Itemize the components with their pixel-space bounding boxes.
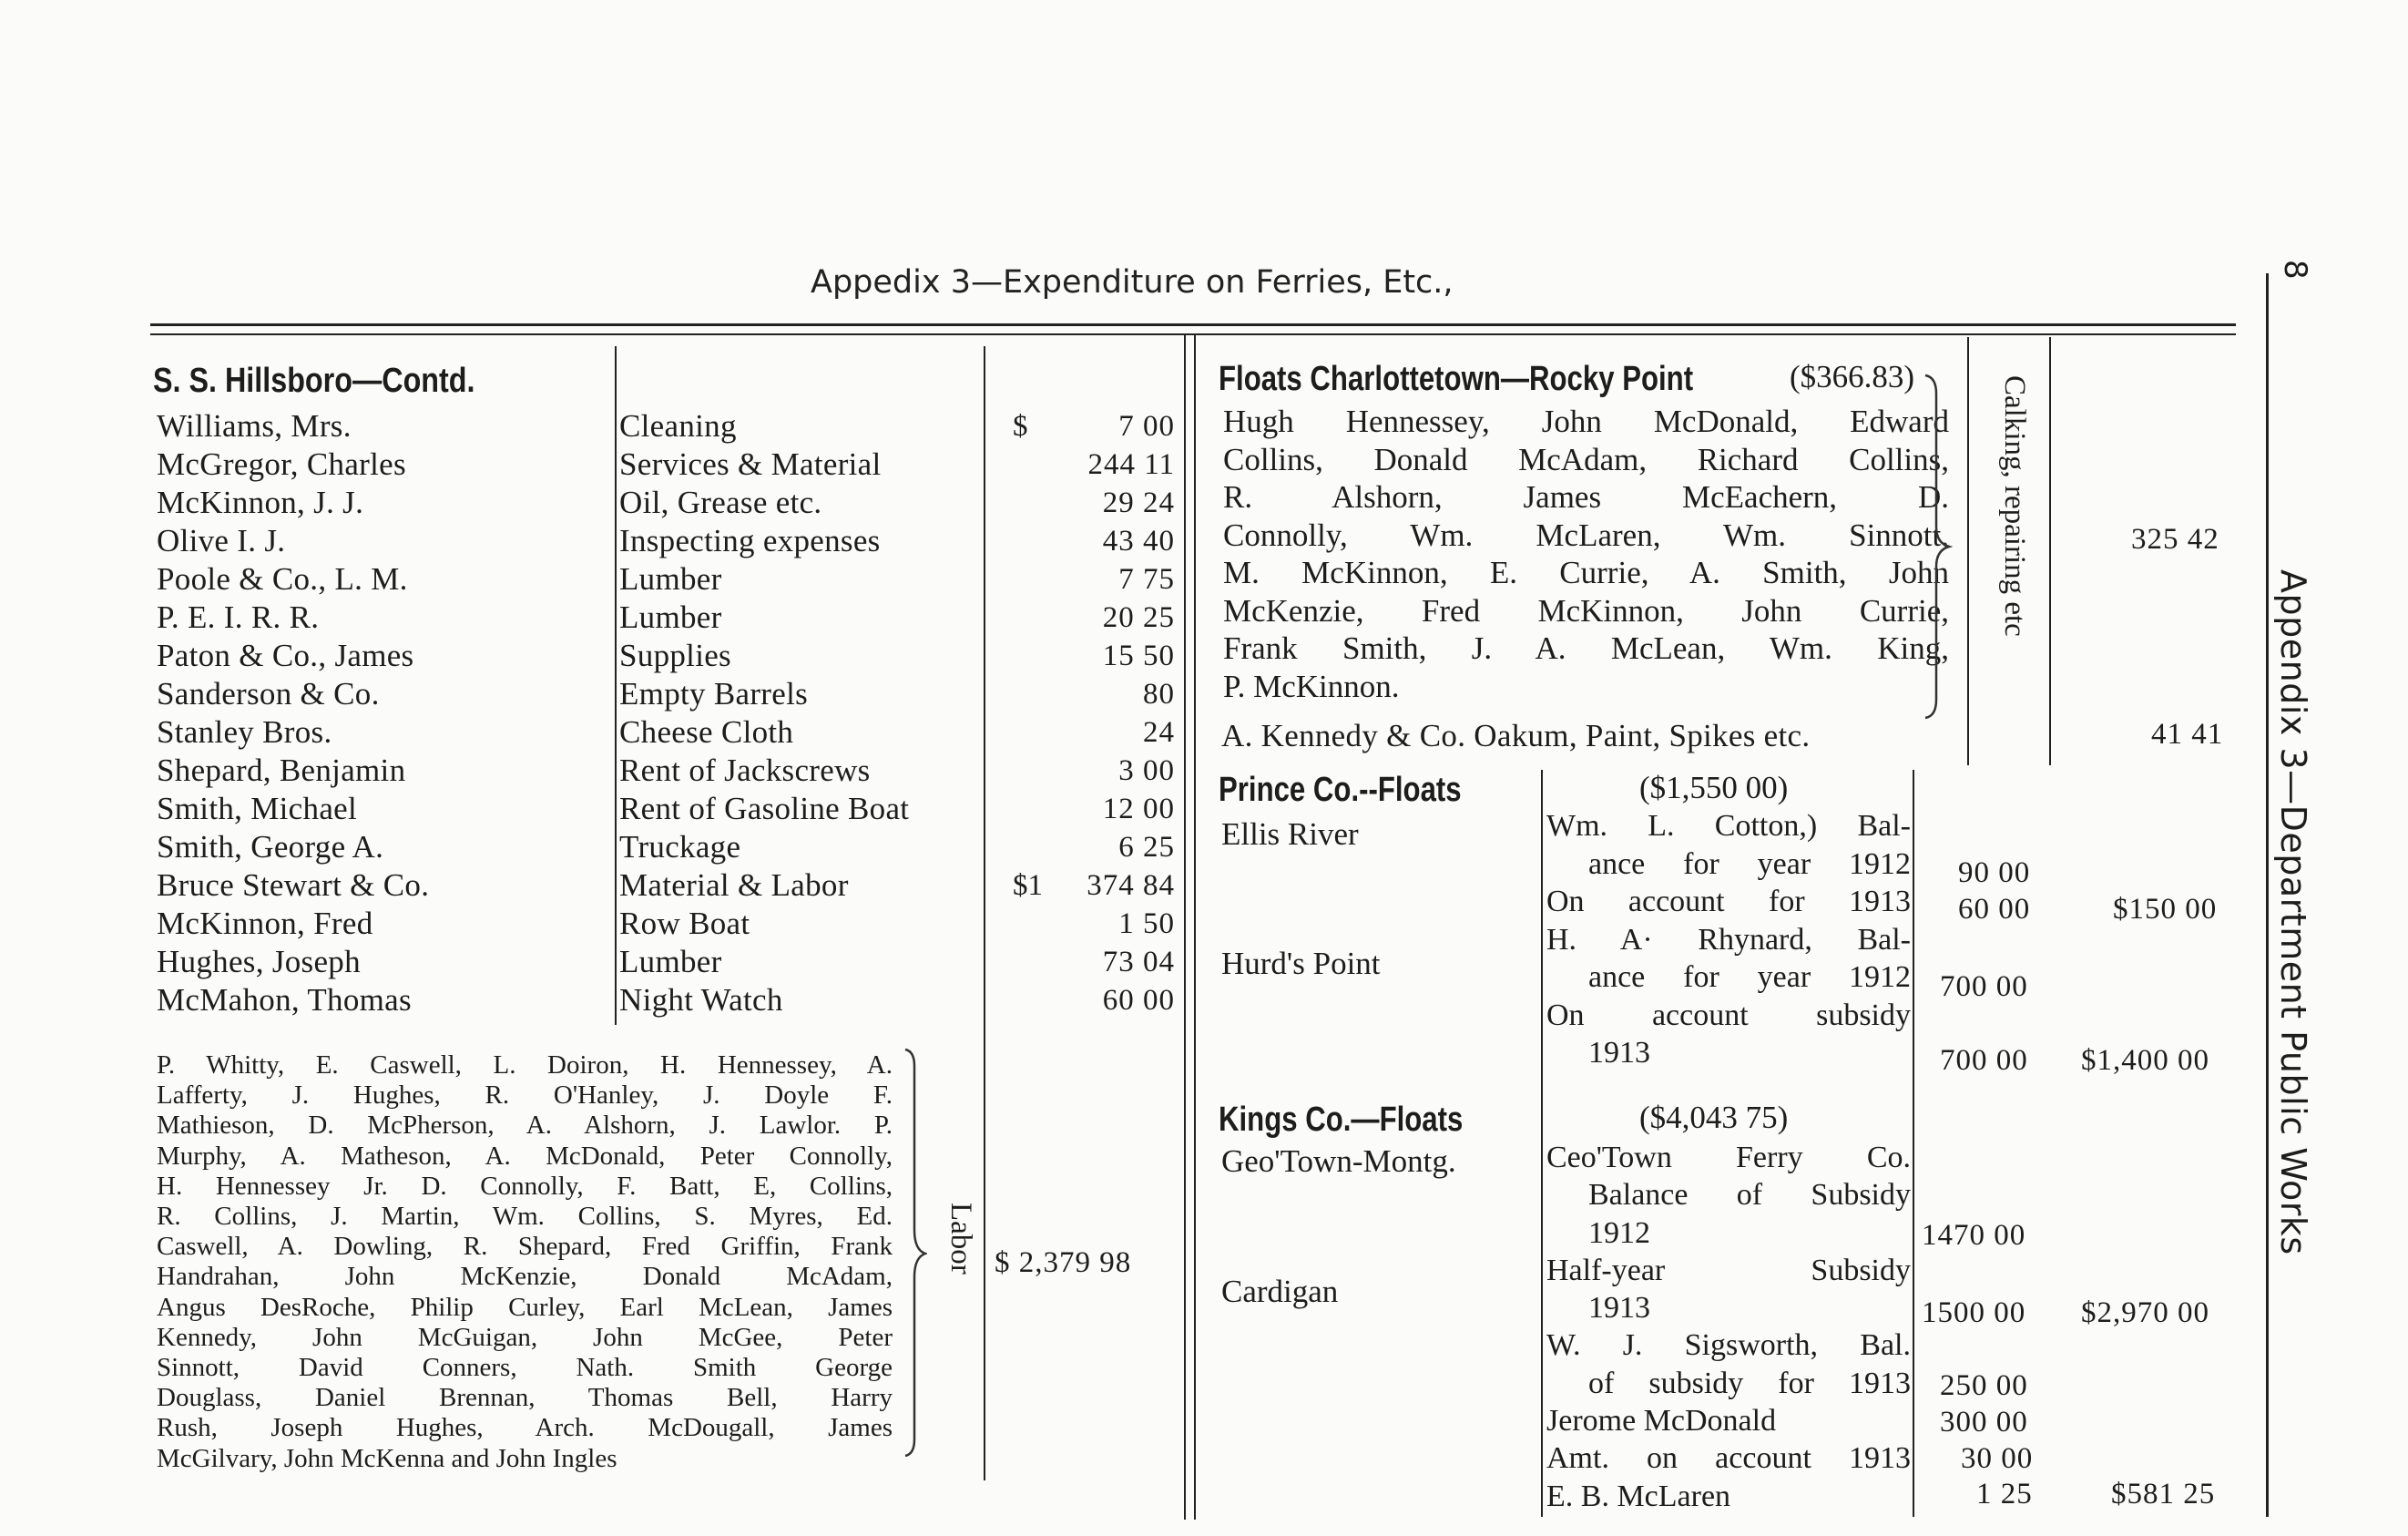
- floats-charlottetown-names: [1223, 403, 1949, 705]
- labor-names-paragraph: [157, 1050, 893, 1474]
- labor-line: Handrahan, John McKenzie, Donald McAdam,: [157, 1262, 893, 1292]
- hillsboro-descriptions: [619, 407, 909, 1019]
- table-row-desc: Rent of Gasoline Boat: [619, 791, 910, 826]
- page-number: 8: [2277, 260, 2313, 280]
- prince-total-1: $150 00: [2113, 893, 2218, 926]
- table-row-name: Hughes, Joseph: [157, 944, 361, 979]
- kennedy-line: A. Kennedy & Co. Oakum, Paint, Spikes etc.: [1221, 718, 1811, 753]
- labor-line: Lafferty, J. Hughes, R. O'Hanley, J. Doyle F.: [157, 1080, 893, 1111]
- kings-total-2: $581 25: [2111, 1478, 2216, 1510]
- floats-name-line: R. Alshorn, James McEachern, D.: [1223, 479, 1949, 515]
- kings-floats-amount: ($4,043 75): [1639, 1100, 1789, 1135]
- section-title-kings-floats: Kings Co.—Floats: [1219, 1101, 1464, 1139]
- prince-amount-2: 60 00: [1958, 893, 2031, 926]
- labor-line: Angus DesRoche, Philip Curley, Earl McLean, James: [157, 1292, 893, 1322]
- kings-line: 1913: [1588, 1291, 1650, 1326]
- left-col-divider-2: [984, 346, 985, 1480]
- table-row-name: Olive I. J.: [157, 523, 286, 558]
- header-rule-bottom: [150, 333, 2236, 335]
- labor-brace-icon: [900, 1048, 927, 1458]
- floats-name-line: Frank Smith, J. A. McLean, Wm. King,: [1223, 630, 1949, 666]
- labor-total: $ 2,379 98: [995, 1246, 1132, 1279]
- calking-col-left: [1967, 337, 1969, 765]
- kings-amount-3: 250 00: [1940, 1369, 2028, 1402]
- kings-amount-6: 1 25: [1976, 1478, 2033, 1510]
- dollar-sign: $1: [1013, 869, 1043, 902]
- kings-amount-2: 1500 00: [1922, 1296, 2026, 1329]
- table-row-amount: 7 75: [1118, 563, 1175, 596]
- kings-line: Jerome McDonald: [1546, 1404, 1777, 1439]
- labor-line: Mathieson, D. McPherson, A. Alshorn, J. Lawlor. P.: [157, 1111, 893, 1141]
- kings-line: of subsidy for 1913: [1588, 1366, 1911, 1400]
- calking-col-right: [2049, 337, 2051, 765]
- table-row-name: Shepard, Benjamin: [157, 753, 406, 788]
- table-row-desc: Empty Barrels: [619, 676, 809, 712]
- table-row-amount: 3 00: [1118, 754, 1175, 787]
- table-row-desc: Rent of Jackscrews: [619, 753, 871, 788]
- floats-name-line: P. McKinnon.: [1223, 668, 1400, 704]
- kings-line: Half-year Subsidy: [1546, 1253, 1911, 1287]
- labor-line: H. Hennessey Jr. D. Connolly, F. Batt, E, Collins,: [157, 1171, 893, 1201]
- page-frame-line: [2266, 273, 2269, 1517]
- calking-brace-icon: [1920, 374, 1953, 720]
- floats-charlottetown-amount: ($366.83): [1790, 359, 1915, 394]
- floats-charlottetown-total: 325 42: [2131, 523, 2219, 556]
- table-row-amount: 80: [1143, 678, 1175, 711]
- hurds-point-label: Hurd's Point: [1221, 946, 1381, 981]
- table-row-name: McKinnon, J. J.: [157, 485, 364, 520]
- prince-floats-lines: [1546, 807, 1911, 1072]
- table-row-amount: 73 04: [1102, 946, 1175, 978]
- kennedy-total: 41 41: [2151, 718, 2224, 751]
- prince-line: 1913: [1588, 1036, 1650, 1070]
- hillsboro-names: [157, 407, 429, 1019]
- table-row-amount: 24: [1143, 716, 1175, 749]
- labor-label: Labor: [944, 1203, 977, 1275]
- left-col-divider-1: [615, 346, 617, 1025]
- right-amount-divider: [1913, 770, 1914, 1517]
- table-row-desc: Lumber: [619, 599, 722, 635]
- table-row-amount: 7 00: [1118, 410, 1175, 443]
- table-row-desc: Material & Labor: [619, 867, 849, 903]
- kings-total-1: $2,970 00: [2081, 1296, 2209, 1329]
- labor-line: Douglass, Daniel Brennan, Thomas Bell, Harry: [157, 1383, 893, 1413]
- header-rule-top: [150, 323, 2236, 326]
- kings-floats-lines: [1546, 1139, 1911, 1515]
- ellis-river-label: Ellis River: [1221, 816, 1359, 852]
- table-row-name: Paton & Co., James: [157, 638, 414, 673]
- floats-name-line: Hugh Hennessey, John McDonald, Edward: [1223, 404, 1949, 439]
- table-row-amount: 15 50: [1102, 640, 1175, 672]
- dollar-sign: $: [1013, 410, 1028, 443]
- section-title-prince-floats: Prince Co.--Floats: [1219, 771, 1462, 809]
- prince-line: Wm. L. Cotton,) Bal-: [1546, 809, 1911, 843]
- cardigan-label: Cardigan: [1221, 1274, 1339, 1309]
- table-row-amount: 43 40: [1102, 525, 1175, 558]
- kings-amount-5: 30 00: [1961, 1442, 2034, 1475]
- floats-name-line: Collins, Donald McAdam, Richard Collins,: [1223, 441, 1949, 477]
- kings-line: 1912: [1588, 1215, 1650, 1250]
- page-header-title: Appedix 3—Expenditure on Ferries, Etc.,: [811, 264, 1454, 301]
- side-title: Appendix 3—Department Public Works: [2273, 569, 2313, 1255]
- section-title-floats-charlottetown: Floats Charlottetown—Rocky Point: [1219, 360, 1694, 398]
- table-row-name: Sanderson & Co.: [157, 676, 380, 712]
- table-row-desc: Truckage: [619, 829, 741, 865]
- geotown-label: Geo'Town-Montg.: [1221, 1143, 1456, 1179]
- prince-floats-amount: ($1,550 00): [1639, 770, 1789, 805]
- prince-amount-3: 700 00: [1940, 970, 2028, 1003]
- labor-line: McGilvary, John McKenna and John Ingles: [157, 1443, 617, 1473]
- table-row-amount: 6 25: [1118, 831, 1175, 864]
- table-row-desc: Row Boat: [619, 906, 750, 941]
- table-row-name: Bruce Stewart & Co.: [157, 867, 430, 903]
- table-row-desc: Night Watch: [619, 982, 783, 1018]
- floats-name-line: McKenzie, Fred McKinnon, John Currie,: [1223, 592, 1949, 629]
- table-row-name: McKinnon, Fred: [157, 906, 373, 941]
- kings-line: W. J. Sigsworth, Bal.: [1546, 1328, 1911, 1363]
- hillsboro-amounts: [1025, 407, 1175, 1019]
- prince-total-2: $1,400 00: [2081, 1044, 2209, 1077]
- prince-amount-1: 90 00: [1958, 856, 2031, 889]
- kings-amount-1: 1470 00: [1922, 1219, 2026, 1252]
- table-row-name: McMahon, Thomas: [157, 982, 412, 1018]
- labor-line: Murphy, A. Matheson, A. McDonald, Peter Connolly,: [157, 1141, 893, 1171]
- prince-line: ance for year 1912: [1588, 960, 1911, 994]
- table-row-amount: 1 50: [1118, 907, 1175, 940]
- table-row-amount: 29 24: [1102, 486, 1175, 519]
- labor-line: Kennedy, John McGuigan, John McGee, Peter: [157, 1322, 893, 1352]
- right-place-divider: [1541, 770, 1543, 1517]
- floats-name-line: M. McKinnon, E. Currie, A. Smith, John: [1223, 555, 1949, 590]
- table-row-desc: Cheese Cloth: [619, 714, 794, 750]
- kings-line: Ceo'Town Ferry Co.: [1546, 1141, 1911, 1174]
- table-row-name: McGregor, Charles: [157, 446, 406, 482]
- table-row-desc: Lumber: [619, 944, 722, 979]
- table-row-name: Stanley Bros.: [157, 714, 332, 750]
- table-row-desc: Lumber: [619, 561, 722, 597]
- kings-line: Balance of Subsidy: [1588, 1178, 1911, 1213]
- prince-line: On account for 1913: [1546, 885, 1911, 918]
- prince-line: H. A· Rhynard, Bal-: [1546, 922, 1911, 957]
- table-row-desc: Oil, Grease etc.: [619, 485, 822, 520]
- labor-line: P. Whitty, E. Caswell, L. Doiron, H. Hennessey, A.: [157, 1050, 893, 1080]
- prince-line: ance for year 1912: [1588, 846, 1911, 881]
- calking-label: Calking, repairing etc: [1998, 375, 2031, 637]
- center-divider-b: [1194, 335, 1196, 1520]
- table-row-desc: Services & Material: [619, 446, 882, 482]
- table-row-amount: 20 25: [1102, 601, 1175, 634]
- center-divider-a: [1184, 335, 1186, 1520]
- labor-line: R. Collins, J. Martin, Wm. Collins, S. Myres, Ed.: [157, 1202, 893, 1232]
- table-row-desc: Supplies: [619, 638, 731, 673]
- table-row-name: P. E. I. R. R.: [157, 599, 320, 635]
- labor-line: Rush, Joseph Hughes, Arch. McDougall, James: [157, 1413, 893, 1443]
- section-title-hillsboro: S. S. Hillsboro—Contd.: [153, 362, 475, 400]
- floats-name-line: Connolly, Wm. McLaren, Wm. Sinnott,: [1223, 517, 1949, 553]
- kings-line: Amt. on account 1913: [1546, 1441, 1911, 1476]
- table-row-desc: Cleaning: [619, 408, 737, 444]
- table-row-name: Williams, Mrs.: [157, 408, 352, 444]
- prince-line: On account subsidy: [1546, 998, 1911, 1032]
- table-row-name: Smith, George A.: [157, 829, 384, 865]
- kings-line: E. B. McLaren: [1546, 1479, 1731, 1513]
- prince-amount-4: 700 00: [1940, 1044, 2028, 1077]
- labor-line: Sinnott, David Conners, Nath. Smith George: [157, 1353, 893, 1383]
- table-row-amount: 12 00: [1102, 793, 1175, 825]
- table-row-amount: 60 00: [1102, 984, 1175, 1017]
- table-row-name: Smith, Michael: [157, 791, 358, 826]
- table-row-name: Poole & Co., L. M.: [157, 561, 408, 597]
- table-row-amount: 244 11: [1087, 448, 1175, 481]
- kings-amount-4: 300 00: [1940, 1406, 2028, 1439]
- labor-line: Caswell, A. Dowling, R. Shepard, Fred Griffin, Frank: [157, 1232, 893, 1262]
- table-row-desc: Inspecting expenses: [619, 523, 881, 558]
- table-row-amount: 374 84: [1087, 869, 1175, 902]
